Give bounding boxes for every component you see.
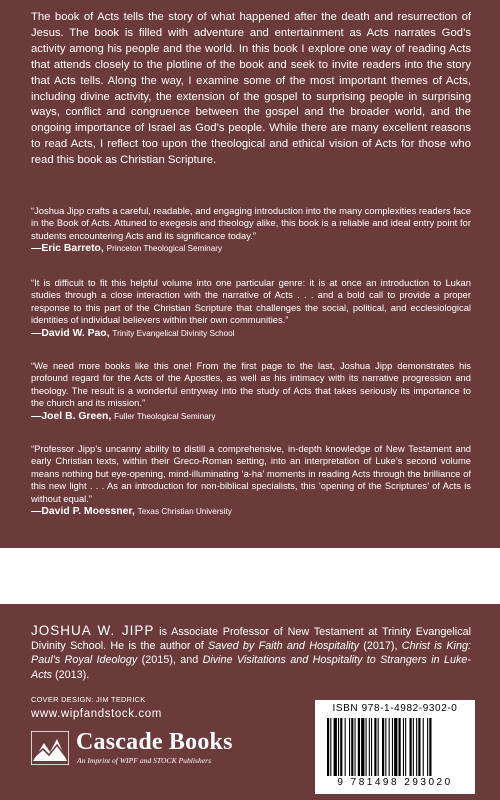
endorsement-quote: “It is difficult to fit this helpful volume into one particular genre: it is at once an introduction to Lukan studies through a close interaction with the narrative of Acts . . . and a bold call to provide a proper response to this part of the Christian Scripture that challenges the social, political, and ecclesiological identities of individual believers within their own communities.” <box>31 277 471 326</box>
author-bio <box>31 624 471 682</box>
cover-design-credit: COVER DESIGN: JIM TEDRICK <box>31 695 146 704</box>
isbn-label: ISBN 978-1-4982-9302-0 <box>332 703 458 714</box>
endorsement-quote: “Professor Jipp’s uncanny ability to distill a comprehensive, in-depth knowledge of New Testament and early Christian texts, within their Greco-Roman setting, into an interpretation of Luke’s second volume means nothing but eye-opening, mind-illuminating ‘a-ha’ moments in reading Acts through the brilliance of this new light . . . As an introduction for non-biblical specialists, this ‘opening of the Scriptures’ of Acts is without equal.” <box>31 443 471 504</box>
publisher-name: Cascade Books <box>76 729 233 755</box>
bio-text: (2017), <box>359 640 402 653</box>
book-title: Saved by Faith and Hospitality <box>208 640 360 653</box>
endorsement-author: —Joel B. Green <box>31 410 109 422</box>
endorsement <box>31 277 471 341</box>
endorsement-attribution: —Joel B. Green, Fuller Theological Seminary <box>31 410 216 422</box>
endorsement-affiliation: Trinity Evangelical Divinity School <box>112 328 235 338</box>
endorsement-affiliation: Princeton Theological Seminary <box>106 244 223 254</box>
bio-text: (2015), and <box>137 654 203 667</box>
endorsement-quote: “Joshua Jipp crafts a careful, readable, and engaging introduction into the many complexities readers face in the Book of Acts. Attuned to exegesis and theology alike, this book is a reliable and ideal entry point for students encountering Acts and its significance today.” <box>31 205 471 241</box>
mountain-logo-icon <box>31 731 69 765</box>
author-name: JOSHUA W. JIPP <box>31 623 155 638</box>
endorsement <box>31 360 471 424</box>
bio-text: (2013). <box>52 668 90 681</box>
endorsement-affiliation: Texas Christian University <box>137 507 232 517</box>
endorsement-author: —Eric Barreto <box>31 243 101 255</box>
book-description: The book of Acts tells the story of what happened after the death and resurrection of Jesus. The book is filled with adventure and entertainment as Acts narrates God’s activity among his people and the world. In this book I explore one way of reading Acts that attends closely to the plotline of the book and seek to invite readers into the story that Acts tells. Along the way, I examine some of the most important themes of Acts, including divine activity, the extension of the gospel to surprising people in surprising ways, conflict and congruence between the gospel and the broader world, and the ongoing importance of Israel as God’s people. While there are many excellent reasons to read Acts, I reflect too upon the theological and ethical vision of Acts for those who read this book as Christian Scripture. <box>31 11 471 167</box>
endorsement-affiliation: Fuller Theological Seminary <box>114 411 216 421</box>
barcode <box>315 700 475 794</box>
endorsement-attribution: —Eric Barreto, Princeton Theological Seminary <box>31 243 223 255</box>
barcode-bars-icon <box>327 718 463 776</box>
white-band <box>0 548 500 604</box>
publisher-tagline: An Imprint of WIPF and STOCK Publishers <box>77 756 212 765</box>
publisher-logo <box>31 729 291 769</box>
endorsement-quote: “We need more books like this one! From the first page to the last, Joshua Jipp demonstrates his profound regard for the Acts of the Apostles, as well as his intimacy with its narrative progression and theology. The result is a wonderful entryway into the study of Acts that takes seriously its importance to the church and its mission.” <box>31 360 471 409</box>
barcode-digits: 9 781498 293020 <box>337 777 453 788</box>
book-title: Christ is King: Paul’s Royal Ideology <box>31 640 471 667</box>
endorsement <box>31 205 471 256</box>
cover-bottom-panel <box>0 604 500 800</box>
publisher-website[interactable]: www.wipfandstock.com <box>31 708 162 720</box>
endorsement <box>31 443 471 519</box>
endorsement-attribution: —David W. Pao, Trinity Evangelical Divinity School <box>31 327 235 339</box>
endorsement-attribution: —David P. Moessner, Texas Christian University <box>31 506 232 518</box>
endorsement-author: —David P. Moessner <box>31 506 132 518</box>
endorsement-author: —David W. Pao <box>31 327 107 339</box>
bio-text: is Associate Professor of New Testament at Trinity Evangelical Divinity School. He is the author of <box>31 626 471 653</box>
book-title: Divine Visitations and Hospitality to Strangers in Luke-Acts <box>31 654 471 681</box>
